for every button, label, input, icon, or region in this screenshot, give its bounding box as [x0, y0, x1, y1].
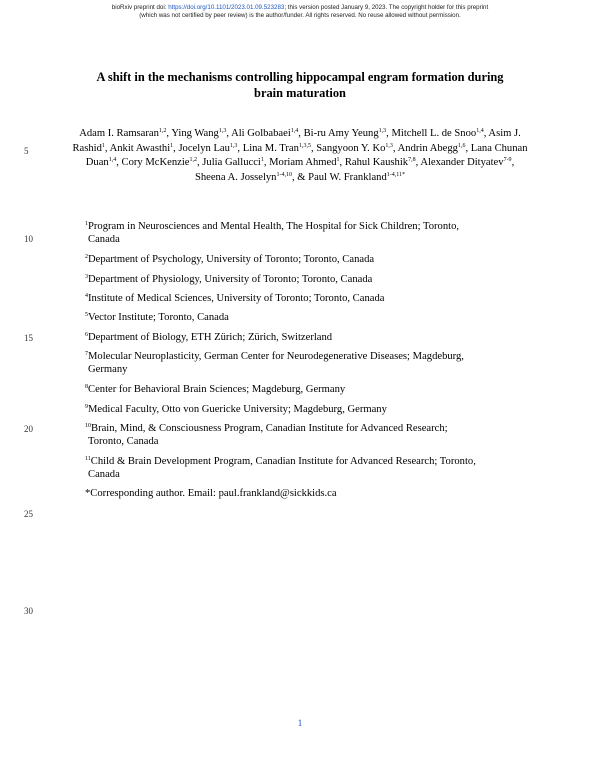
author-affiliation-marker: 1 — [336, 157, 340, 164]
preprint-notice — [0, 4, 600, 20]
preprint-notice-line1 — [0, 4, 600, 12]
affiliation-text: Program in Neurosciences and Mental Health, The Hospital for Sick Children; Toronto, — [88, 221, 460, 232]
author-affiliation-marker: 7-9 — [503, 157, 512, 164]
affiliation-text: Department of Physiology, University of Toronto; Toronto, Canada — [88, 274, 373, 285]
author-affiliation-marker: 1,3,5 — [298, 142, 311, 149]
title-line-2: brain maturation — [254, 85, 346, 100]
author-name: Lana Chunan Duan — [85, 142, 528, 169]
line-number: 10 — [24, 234, 33, 244]
author-name: Asim J. Rashid — [72, 128, 521, 154]
affiliation-text: Department of Biology, ETH Zürich; Zürich, Switzerland — [88, 332, 333, 343]
author-affiliation-marker: 1,3 — [229, 142, 238, 149]
line-number: 5 — [24, 146, 29, 156]
affiliation-text-continued: Canada — [88, 469, 120, 480]
author-name: Jocelyn Lau — [178, 142, 230, 154]
author-name: Moriam Ahmed — [269, 157, 337, 169]
author-name: Andrin Abegg — [397, 142, 458, 154]
corresponding-marker: * — [402, 171, 406, 178]
author-name: Mitchell L. de Snoo — [391, 128, 477, 139]
page-number: 1 — [297, 719, 303, 729]
author-name: Ying Wang — [171, 128, 219, 139]
author-affiliation-marker: 1,4 — [476, 128, 484, 134]
affiliation-number: 2 — [85, 254, 88, 260]
affiliation-number: 11 — [85, 456, 91, 462]
line-number: 25 — [24, 509, 33, 519]
paper-title — [60, 70, 540, 101]
affiliation-text-continued: Canada — [88, 234, 120, 245]
author-name: Cory McKenzie — [121, 157, 190, 169]
author-affiliation-marker: 1,2 — [189, 157, 197, 164]
affiliation-item — [85, 403, 525, 416]
affiliation-number: 5 — [85, 312, 88, 318]
affiliation-number: 9 — [85, 404, 88, 410]
affiliation-item — [85, 331, 525, 344]
author-name: Ali Golbabaei — [231, 128, 291, 139]
affiliation-item — [85, 350, 525, 376]
affiliation-item — [85, 273, 525, 286]
author-name: Ankit Awasthi — [109, 142, 171, 154]
author-affiliation-marker: 1,4 — [290, 128, 299, 134]
affiliation-number: 3 — [85, 274, 88, 280]
affiliation-text: Institute of Medical Sciences, University of Toronto; Toronto, Canada — [88, 293, 385, 304]
affiliation-text: Vector Institute; Toronto, Canada — [88, 312, 229, 323]
author-affiliation-marker: 1,3 — [218, 128, 227, 134]
affiliation-text: Molecular Neuroplasticity, German Center for Neurodegenerative Diseases; Magdeburg, — [88, 351, 464, 362]
affiliation-text-continued: Toronto, Canada — [88, 436, 159, 447]
preprint-prefix: bioRxiv preprint doi: — [111, 4, 169, 11]
author-name: Adam I. Ramsaran — [79, 128, 159, 139]
line-number: 15 — [24, 333, 33, 343]
affiliation-item — [85, 422, 525, 448]
preprint-notice-line2: (which was not certified by peer review) is the author/funder. All rights reserved. No reuse allowed without permission. — [139, 12, 461, 19]
affiliation-text: Medical Faculty, Otto von Guericke University; Magdeburg, Germany — [88, 404, 387, 415]
author-name: Paul W. Frankland — [308, 171, 387, 183]
author-affiliation-marker: 1-4,10 — [276, 171, 292, 178]
affiliation-text: Department of Psychology, University of Toronto; Toronto, Canada — [88, 254, 375, 265]
affiliation-text-continued: Germany — [88, 364, 128, 375]
author-name: Sangyoon Y. Ko — [316, 142, 386, 154]
author-name: Lina M. Tran — [242, 142, 299, 154]
affiliation-number: 1 — [85, 221, 88, 227]
affiliation-item — [85, 220, 525, 246]
author-affiliation-marker: 1,2 — [158, 128, 167, 134]
affiliation-text: Child & Brain Development Program, Canadian Institute for Advanced Research; Toronto, — [90, 456, 476, 467]
author-name: Rahul Kaushik — [344, 157, 409, 169]
author-affiliation-marker: 1,3 — [385, 142, 393, 149]
author-name: Bi-ru Amy Yeung — [303, 128, 379, 139]
author-affiliation-marker: 1-4,11 — [386, 171, 403, 178]
author-name: Julia Gallucci — [202, 157, 261, 169]
doi-link[interactable]: https://doi.org/10.1101/2023.01.09.523283 — [168, 4, 285, 11]
corresponding-author: *Corresponding author. Email: paul.frankland@sickkids.ca — [85, 488, 337, 499]
affiliation-text: Brain, Mind, & Consciousness Program, Canadian Institute for Advanced Research; — [91, 423, 448, 434]
author-affiliation-marker: 1 — [260, 157, 264, 164]
affiliation-number: 10 — [85, 423, 91, 429]
affiliation-number: 7 — [85, 351, 88, 357]
author-name: Alexander Dityatev — [420, 157, 504, 169]
affiliation-item — [85, 383, 525, 396]
affiliation-item — [85, 292, 525, 305]
author-affiliation-marker: 7,8 — [408, 157, 416, 164]
author-affiliation-marker: 1,6 — [457, 142, 466, 149]
author-affiliation-marker: 1,4 — [108, 157, 117, 164]
author-name: Sheena A. Josselyn — [194, 171, 277, 183]
author-affiliation-marker: 1,3 — [378, 128, 387, 134]
line-number: 30 — [24, 606, 33, 616]
affiliation-text: Center for Behavioral Brain Sciences; Magdeburg, Germany — [88, 384, 346, 395]
affiliation-item — [85, 311, 525, 324]
affiliation-number: 4 — [85, 293, 88, 299]
author-affiliation-marker: 1 — [101, 142, 105, 149]
affiliation-item — [85, 253, 525, 266]
affiliation-number: 8 — [85, 384, 88, 390]
line-number: 20 — [24, 424, 33, 434]
preprint-suffix: ; this version posted January 9, 2023. The copyright holder for this preprint — [284, 4, 489, 11]
affiliation-number: 6 — [85, 332, 88, 338]
affiliation-item — [85, 455, 525, 481]
author-affiliation-marker: 1 — [170, 142, 174, 149]
author-list: Adam I. Ramsaran$^{1,2}$, Ying Wang$^{1,3}$, Ali Golbabaei$^{1,4}$, Bi-ru Amy Yeung$^{1,3}$, Mitchell L. de Snoo$^{1,4}$, Asim J. Rashid$^1$, Ankit Awasthi$^1$, Jocelyn Lau$^{1,3}$, Lina M. Tran$^{1,3,5}$, Sangyoon Y. Ko$^{1,3}$, Andrin Abegg$^{1,6}$, Lana Chunan Duan$^{1,4}$, Cory McKenzie$^{1,2}$, Julia Gallucci$^1$, Moriam Ahmed$^1$, Rahul Kaushik$^{7,8}$, Alexander Dityatev$^{7-9}$, Sheena A. Josselyn$^{1-4,10}$, & Paul W. Frankland$^{1-4,11*}$ — [72, 128, 528, 183]
title-line-1: A shift in the mechanisms controlling hippocampal engram formation during — [96, 70, 504, 84]
